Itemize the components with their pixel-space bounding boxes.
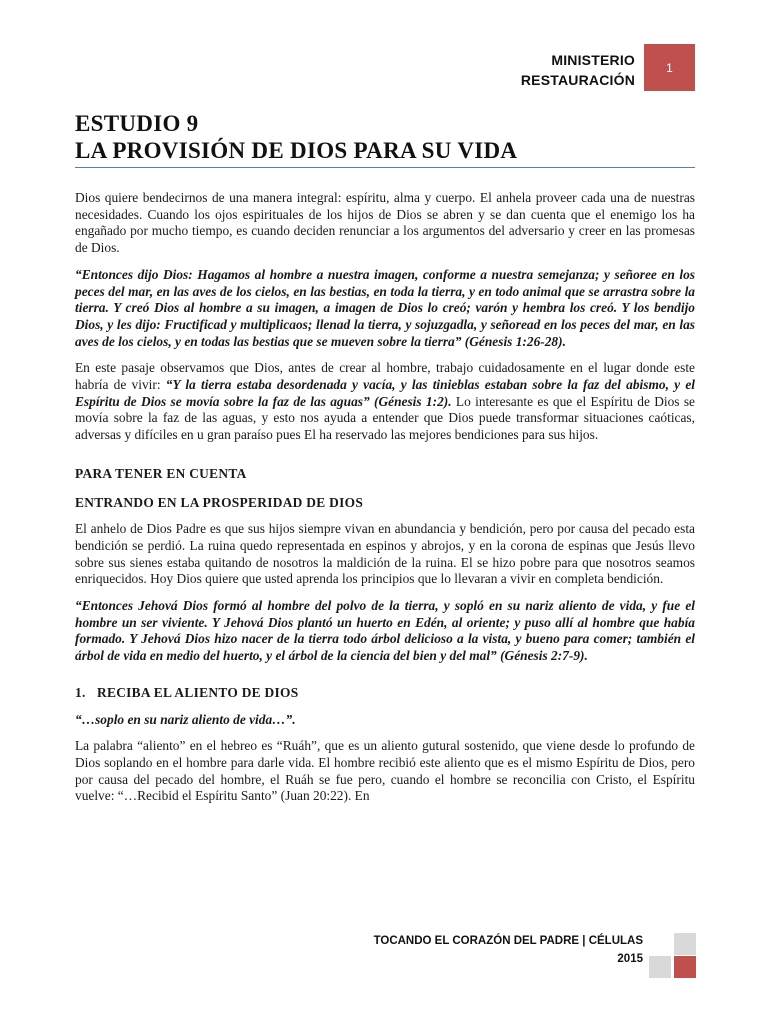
passage-paragraph: [75, 360, 695, 444]
header-organization: [521, 50, 635, 90]
heading-text: RECIBA EL ALIENTO DE DIOS: [97, 684, 299, 700]
title-line1: ESTUDIO 9: [75, 111, 199, 136]
footer-square-red: [674, 956, 696, 978]
passage-text-start: En este pasaje observamos que Dios, antes de crear al hombre, trabajo cuidadosamente en el lugar donde este habría de vivir:: [75, 360, 695, 393]
title-divider: [75, 167, 695, 168]
page-number-badge: [644, 44, 695, 91]
title-line2: LA PROVISIÓN DE DIOS PARA SU VIDA: [75, 138, 518, 163]
document-body: [75, 190, 695, 815]
breath-quote: “…soplo en su nariz aliento de vida…”.: [75, 711, 296, 727]
prosperity-paragraph: El anhelo de Dios Padre es que sus hijos siempre vivan en abundancia y bendición, pero por causa del pecado esta bendición se perdió. La ruina quedo representada en espinos y abrojos, y en la corona de espinas que Jesús llevo sobre sus sienes estaba quitando de nosotros la maldición de la ruina. El se hizo pobre para que nosotros seamos enriquecidos. Hoy Dios quiere que usted aprenda los principios que lo llevaran a vivir en completa bendición.: [75, 521, 695, 587]
page-title: [75, 110, 695, 164]
footer-line2: 2015: [617, 953, 643, 965]
header-org-line2: RESTAURACIÓN: [520, 72, 635, 88]
footer: [374, 932, 643, 968]
passage-text-end: Lo interesante es que el Espíritu de Dios se movía sobre la faz de las aguas, y esto nos ayuda a entender que Dios puede transformar situaciones caóticas, adversas y difíciles en u gran paraíso pues El ha reservado las mejores bendiciones para sus hijos.: [75, 393, 695, 443]
genesis-quote-2: “Entonces Jehová Dios formó al hombre del polvo de la tierra, y sopló en su nariz aliento de vida, y fue el hombre un ser viviente. Y Jehová Dios plantó un huerto en Edén, al oriente; y puso allí al hombre que había formado. Y Jehová Dios hizo nacer de la tierra todo árbol delicioso a la vista, y bueno para comer; también el árbol de vida en medio del huerto, y el árbol de la ciencia del bien y del mal” (Génesis 2:7-9).: [75, 598, 695, 664]
genesis-quote-1: “Entonces dijo Dios: Hagamos al hombre a nuestra imagen, conforme a nuestra semejanza; y señoree en los peces del mar, en las aves de los cielos, en las bestias, en toda la tierra, y en todo animal que se arrastra sobre la tierra. Y creó Dios al hombre a su imagen, a imagen de Dios lo creó; varón y hembra los creó. Y los bendijo Dios, y les dijo: Fructificad y multiplicaos; llenad la tierra, y sojuzgadla, y señoread en los peces del mar, en las aves de los cielos, y en todas las bestias que se mueven sobre la tierra” (Génesis 1:26-28).: [75, 266, 695, 349]
header-org-line1: MINISTERIO: [551, 52, 635, 68]
section-heading-prosperity: ENTRANDO EN LA PROSPERIDAD DE DIOS: [75, 494, 364, 510]
intro-paragraph: Dios quiere bendecirnos de una manera integral: espíritu, alma y cuerpo. El anhela proveer cada una de nuestras necesidades. Cuando los ojos espirituales de los hijos de Dios se abren y se dan cuenta que el enemigo los ha engañado por mucho tiempo, es cuando deciden renunciar a los argumentos del adversario y creer en las promesas de Dios.: [75, 190, 695, 256]
footer-square-gray-top: [674, 933, 696, 955]
page-number: 1: [666, 60, 673, 75]
section-heading-keep-in-mind: PARA TENER EN CUENTA: [75, 465, 247, 481]
heading-number: 1.: [75, 684, 86, 700]
footer-square-gray-left: [649, 956, 671, 978]
footer-line1: TOCANDO EL CORAZÓN DEL PADRE | CÉLULAS: [373, 935, 643, 947]
numbered-heading-breath: [75, 685, 695, 702]
ruah-paragraph: La palabra “aliento” en el hebreo es “Ruáh”, que es un aliento gutural sostenido, que viene desde lo profundo de Dios soplando en el hombre para darle vida. El hombre recibió este aliento que es el mismo Espíritu de Dios, pero por causa del pecado del hombre, el Ruáh se fue pero, cuando el hombre se reconcilia con Cristo, el Espíritu vuelve: “…Recibid el Espíritu Santo” (Juan 20:22). En: [75, 738, 695, 804]
passage-inline-quote: “Y la tierra estaba desordenada y vacía, y las tinieblas estaban sobre la faz del abismo, y el Espíritu de Dios se movía sobre la faz de las aguas” (Génesis 1:2).: [75, 377, 695, 409]
